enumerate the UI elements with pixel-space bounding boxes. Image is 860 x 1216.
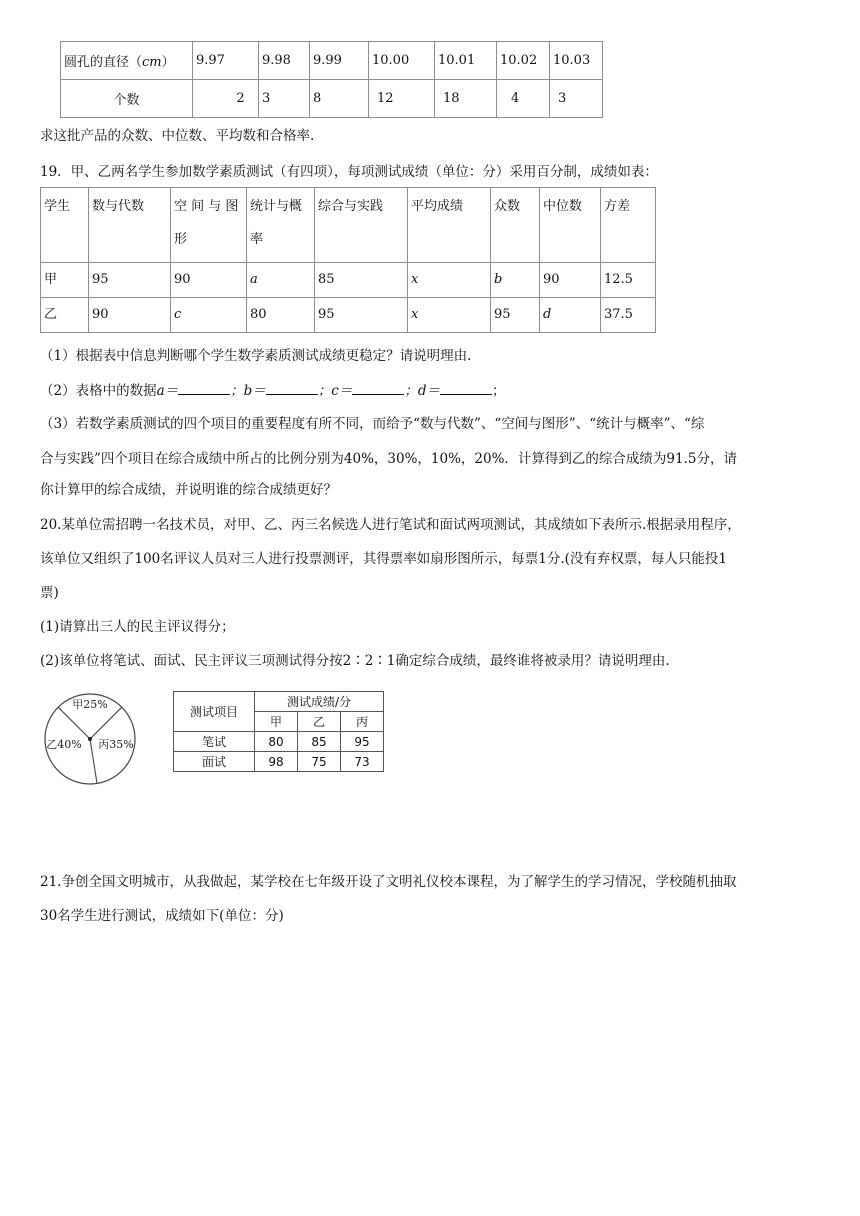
table-cell: 4 (497, 80, 550, 118)
q21-line1: 21.争创全国文明城市，从我做起，某学校在七年级开设了文明礼仪校本课程，为了解学生的学习情况，学校随机抽取 (40, 874, 737, 890)
table-cell: 90 (89, 298, 171, 333)
header-line: 空 间 与 图 (174, 199, 239, 214)
diameter-table (60, 41, 603, 118)
var-c: ；c＝ (317, 383, 353, 399)
table-cell: 10.00 (369, 42, 435, 80)
pie-center (88, 737, 92, 741)
table-cell: 9.98 (259, 42, 310, 80)
header-cell: 方差 (601, 188, 656, 263)
table-cell: 37.5 (601, 298, 656, 333)
test-score-table (173, 691, 384, 772)
q20-line1: 20.某单位需招聘一名技术员，对甲、乙、丙三名候选人进行笔试和面试两项测试，其成绩如下表所示.根据录用程序， (40, 517, 741, 533)
answer-blank (352, 380, 404, 395)
var-b: ；b＝ (230, 383, 266, 399)
header-cell: 平均成绩 (408, 188, 491, 263)
pie-label-bing: 丙35% (98, 738, 134, 751)
vote-pie-chart (40, 692, 140, 786)
table-cell: 12.5 (601, 263, 656, 298)
table-cell: 85 (315, 263, 408, 298)
table-row (174, 752, 384, 772)
table-cell: x (408, 263, 491, 298)
table-row (174, 732, 384, 752)
q19-part3-line3: 你计算甲的综合成绩，并说明谁的综合成绩更好？ (40, 482, 337, 498)
row-header (61, 42, 193, 80)
table-row (61, 80, 603, 118)
table-cell: 乙 (41, 298, 89, 333)
table-cell: 3 (550, 80, 603, 118)
table-row (41, 188, 656, 263)
pie-label-yi: 乙40% (46, 738, 82, 751)
table-cell: 10.01 (435, 42, 497, 80)
q19-intro: 19．甲、乙两名学生参加数学素质测试（有四项），每项测试成绩（单位：分）采用百分制，成绩如表： (40, 164, 658, 180)
pie-label-jia: 甲25% (72, 698, 108, 711)
table-cell: a (247, 263, 315, 298)
table-cell: 90 (540, 263, 601, 298)
q18-tail: 求这批产品的众数、中位数、平均数和合格率. (40, 128, 315, 144)
table-row (41, 263, 656, 298)
table-cell: d (540, 298, 601, 333)
header-cell: 数与代数 (89, 188, 171, 263)
row-header: 笔试 (174, 732, 255, 752)
table-cell: 18 (435, 80, 497, 118)
table-row (61, 42, 603, 80)
table-cell: 3 (259, 80, 310, 118)
q19-part2-prefix: （2）表格中的数据 (40, 383, 157, 399)
table-cell: x (408, 298, 491, 333)
table-row (174, 692, 384, 712)
q20-part2: (2)该单位将笔试、面试、民主评议三项测试得分按2∶2∶1确定综合成绩，最终谁将被录用？请说明理由. (40, 653, 670, 669)
table-cell: c (171, 298, 247, 333)
row-label-end: ） (161, 55, 175, 70)
header-cell: 乙 (298, 712, 341, 732)
table-cell: b (491, 263, 540, 298)
semicolon: ； (492, 383, 506, 399)
answer-blank (266, 380, 318, 395)
table-cell: 12 (369, 80, 435, 118)
table-cell: 95 (491, 298, 540, 333)
table-cell: 9.97 (193, 42, 259, 80)
header-line: 统计与概 (250, 199, 303, 214)
table-cell: 98 (255, 752, 298, 772)
header-cell: 众数 (491, 188, 540, 263)
header-cell: 学生 (41, 188, 89, 263)
table-cell: 甲 (41, 263, 89, 298)
table-cell: 2 (193, 80, 259, 118)
table-cell: 75 (298, 752, 341, 772)
var-a: a＝ (156, 383, 179, 399)
var-d: ；d＝ (404, 383, 441, 399)
header-cell: 综合与实践 (315, 188, 408, 263)
table-cell: 95 (341, 732, 384, 752)
header-cell: 测试项目 (174, 692, 255, 732)
header-cell: 测试成绩/分 (255, 692, 384, 712)
table-cell: 85 (298, 732, 341, 752)
q19-part3-line1: （3）若数学素质测试的四个项目的重要程度有所不同，而给予“数与代数”、“空间与图形”、“统计与概率”、“综 (40, 416, 705, 432)
answer-blank (178, 380, 230, 395)
table-cell: 9.99 (310, 42, 369, 80)
table-cell: 8 (310, 80, 369, 118)
table-cell: 90 (171, 263, 247, 298)
table-cell: 10.03 (550, 42, 603, 80)
table-cell: 95 (89, 263, 171, 298)
header-cell: 丙 (341, 712, 384, 732)
answer-blank (440, 380, 492, 395)
header-cell: 中位数 (540, 188, 601, 263)
q19-part3-line2: 合与实践”四个项目在综合成绩中所占的比例分别为40%，30%，10%，20%．计算得到乙的综合成绩为91.5分，请 (40, 451, 737, 467)
table-cell: 73 (341, 752, 384, 772)
row-header: 个数 (61, 80, 193, 118)
table-row (41, 298, 656, 333)
table-cell: 10.02 (497, 42, 550, 80)
table-cell: 80 (255, 732, 298, 752)
q20-part1: (1)请算出三人的民主评议得分； (40, 619, 235, 635)
q19-part2 (40, 380, 506, 401)
q19-part1: （1）根据表中信息判断哪个学生数学素质测试成绩更稳定？请说明理由. (40, 348, 472, 364)
unit: cm (142, 55, 162, 70)
header-line: 率 (250, 232, 264, 247)
q21-line2: 30名学生进行测试，成绩如下(单位：分) (40, 908, 284, 924)
row-header: 面试 (174, 752, 255, 772)
table-cell: 80 (247, 298, 315, 333)
score-table (40, 187, 656, 333)
q20-line2: 该单位又组织了100名评议人员对三人进行投票测评，其得票率如扇形图所示，每票1分.(没有弃权票，每人只能投1 (40, 551, 728, 567)
header-cell (247, 188, 315, 263)
row-label: 圆孔的直径（ (64, 55, 143, 70)
header-line: 形 (174, 232, 188, 247)
header-cell: 甲 (255, 712, 298, 732)
table-cell: 95 (315, 298, 408, 333)
q20-line3: 票) (40, 585, 59, 601)
header-cell (171, 188, 247, 263)
